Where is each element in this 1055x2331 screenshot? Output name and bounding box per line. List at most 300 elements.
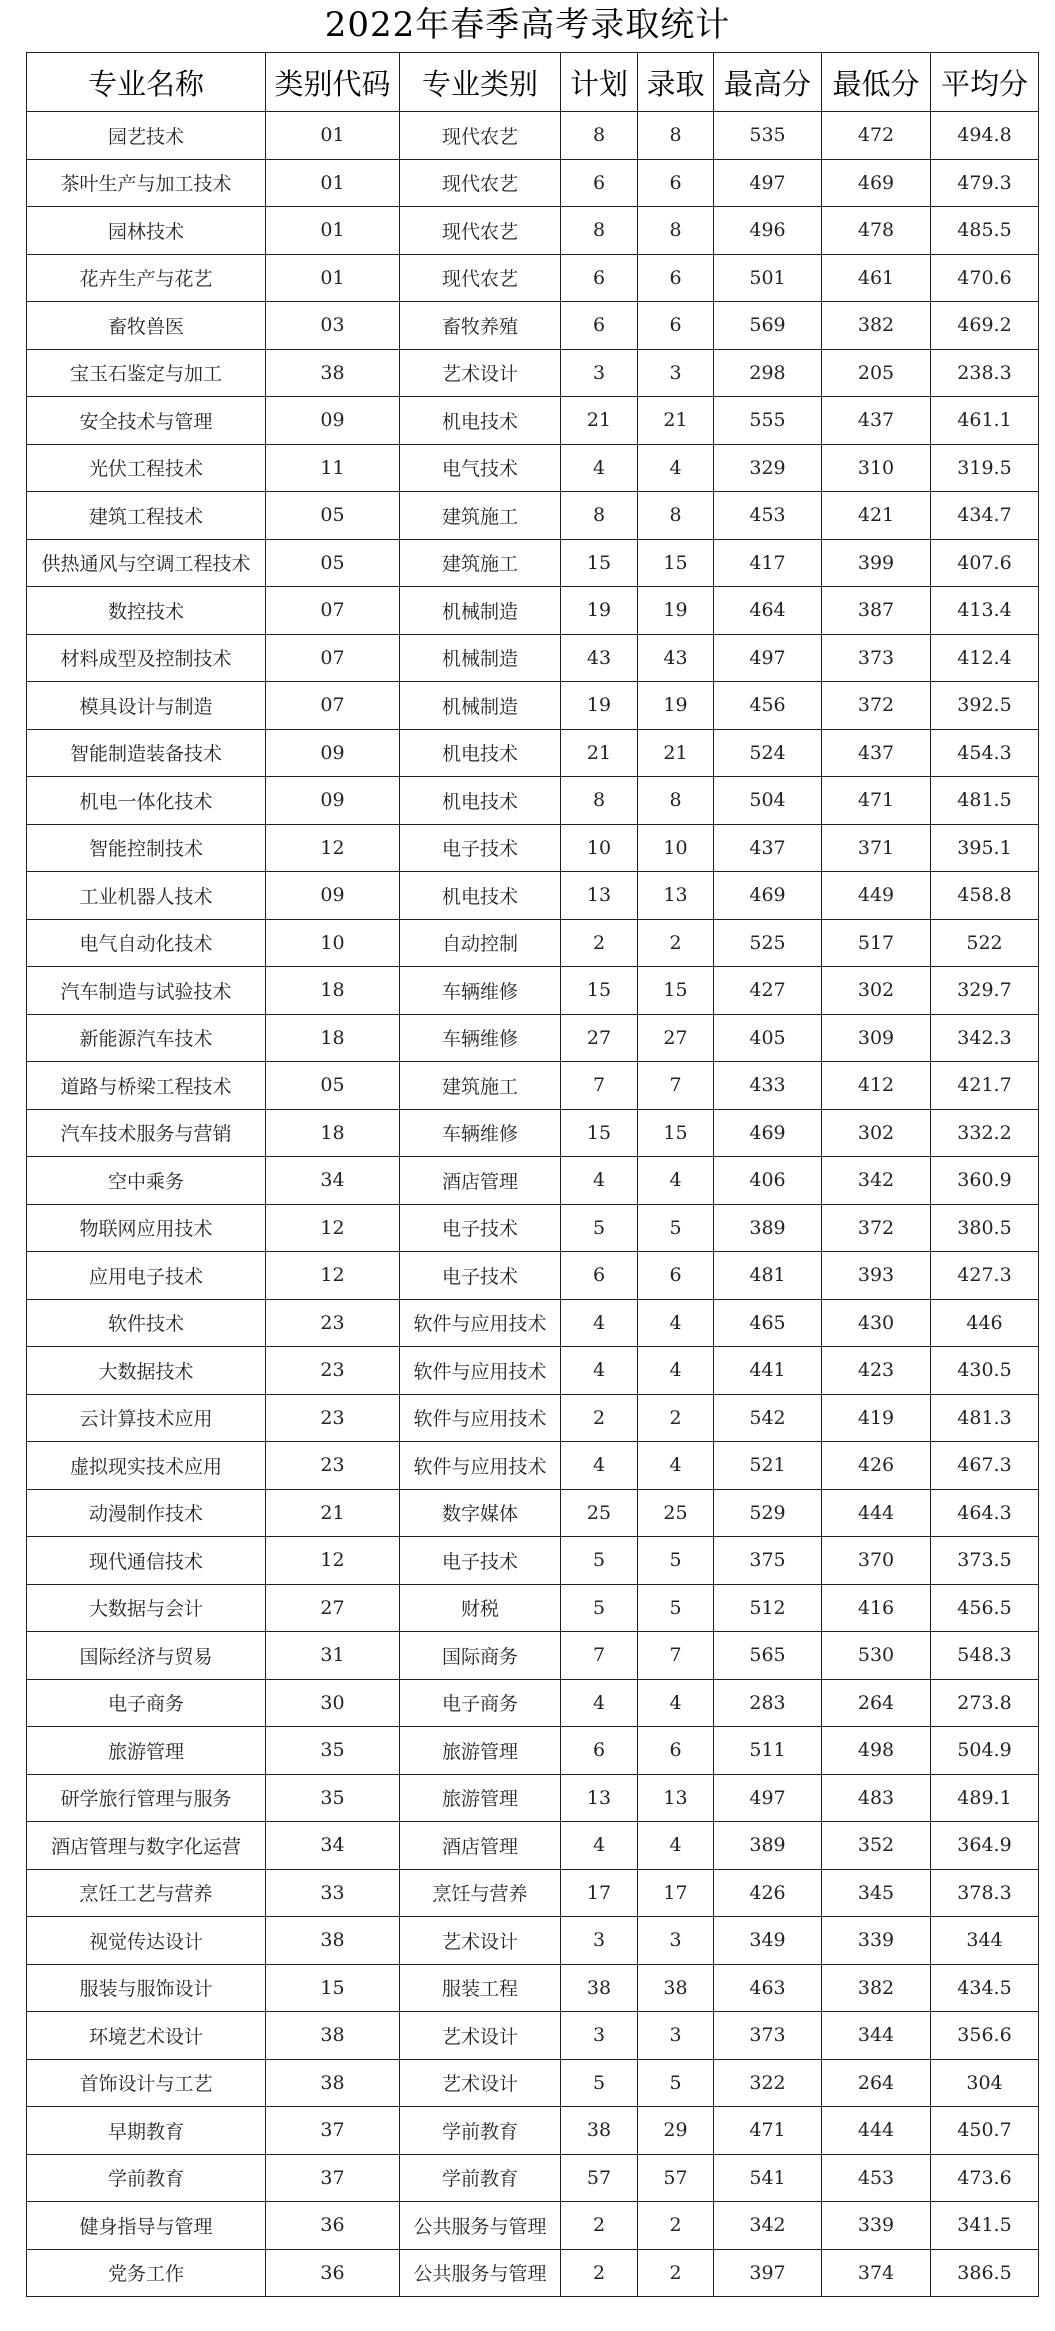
min-score-cell: 345 xyxy=(822,1869,931,1917)
category-code-cell: 34 xyxy=(266,1157,400,1205)
major-category-cell: 公共服务与管理 xyxy=(400,2249,561,2297)
category-code-cell: 23 xyxy=(266,1347,400,1395)
major-category-cell: 机械制造 xyxy=(400,682,561,730)
major-category-cell: 旅游管理 xyxy=(400,1727,561,1775)
plan-cell: 4 xyxy=(561,1822,638,1870)
major-category-cell: 旅游管理 xyxy=(400,1774,561,1822)
plan-cell: 19 xyxy=(561,682,638,730)
table-row xyxy=(27,1964,1039,2012)
table-row xyxy=(27,1822,1039,1870)
header-min-score: 最低分 xyxy=(822,53,931,112)
plan-cell: 19 xyxy=(561,587,638,635)
category-code-cell: 01 xyxy=(266,254,400,302)
admitted-cell: 3 xyxy=(638,1917,714,1965)
admitted-cell: 8 xyxy=(638,492,714,540)
avg-score-cell: 522 xyxy=(931,919,1039,967)
table-body xyxy=(27,112,1039,2297)
table-row xyxy=(27,1632,1039,1680)
admitted-cell: 4 xyxy=(638,1442,714,1490)
min-score-cell: 430 xyxy=(822,1299,931,1347)
major-name-cell: 建筑工程技术 xyxy=(27,492,266,540)
table-row xyxy=(27,444,1039,492)
max-score-cell: 397 xyxy=(714,2249,822,2297)
admitted-cell: 6 xyxy=(638,254,714,302)
max-score-cell: 465 xyxy=(714,1299,822,1347)
plan-cell: 57 xyxy=(561,2154,638,2202)
category-code-cell: 01 xyxy=(266,112,400,160)
avg-score-cell: 469.2 xyxy=(931,302,1039,350)
plan-cell: 8 xyxy=(561,492,638,540)
category-code-cell: 23 xyxy=(266,1299,400,1347)
min-score-cell: 419 xyxy=(822,1394,931,1442)
category-code-cell: 12 xyxy=(266,1537,400,1585)
major-name-cell: 大数据技术 xyxy=(27,1347,266,1395)
category-code-cell: 12 xyxy=(266,1252,400,1300)
table-row xyxy=(27,112,1039,160)
max-score-cell: 417 xyxy=(714,539,822,587)
plan-cell: 15 xyxy=(561,967,638,1015)
major-category-cell: 国际商务 xyxy=(400,1632,561,1680)
admitted-cell: 2 xyxy=(638,1394,714,1442)
plan-cell: 15 xyxy=(561,539,638,587)
table-row xyxy=(27,2107,1039,2155)
max-score-cell: 541 xyxy=(714,2154,822,2202)
max-score-cell: 565 xyxy=(714,1632,822,1680)
admitted-cell: 5 xyxy=(638,1537,714,1585)
max-score-cell: 524 xyxy=(714,729,822,777)
major-category-cell: 电子技术 xyxy=(400,824,561,872)
avg-score-cell: 446 xyxy=(931,1299,1039,1347)
major-name-cell: 电子商务 xyxy=(27,1679,266,1727)
max-score-cell: 406 xyxy=(714,1157,822,1205)
admitted-cell: 4 xyxy=(638,1679,714,1727)
min-score-cell: 412 xyxy=(822,1062,931,1110)
avg-score-cell: 434.5 xyxy=(931,1964,1039,2012)
min-score-cell: 371 xyxy=(822,824,931,872)
admitted-cell: 8 xyxy=(638,207,714,255)
min-score-cell: 339 xyxy=(822,2202,931,2250)
min-score-cell: 264 xyxy=(822,1679,931,1727)
major-name-cell: 软件技术 xyxy=(27,1299,266,1347)
admitted-cell: 27 xyxy=(638,1014,714,1062)
admitted-cell: 8 xyxy=(638,777,714,825)
avg-score-cell: 386.5 xyxy=(931,2249,1039,2297)
major-name-cell: 首饰设计与工艺 xyxy=(27,2059,266,2107)
major-category-cell: 建筑施工 xyxy=(400,1062,561,1110)
major-category-cell: 机电技术 xyxy=(400,777,561,825)
major-name-cell: 材料成型及控制技术 xyxy=(27,634,266,682)
category-code-cell: 35 xyxy=(266,1727,400,1775)
table-row xyxy=(27,2012,1039,2060)
avg-score-cell: 273.8 xyxy=(931,1679,1039,1727)
plan-cell: 2 xyxy=(561,2249,638,2297)
major-name-cell: 新能源汽车技术 xyxy=(27,1014,266,1062)
table-row xyxy=(27,159,1039,207)
table-row xyxy=(27,1347,1039,1395)
max-score-cell: 569 xyxy=(714,302,822,350)
category-code-cell: 03 xyxy=(266,302,400,350)
table-row xyxy=(27,1394,1039,1442)
major-name-cell: 园艺技术 xyxy=(27,112,266,160)
category-code-cell: 37 xyxy=(266,2107,400,2155)
plan-cell: 3 xyxy=(561,349,638,397)
major-category-cell: 财税 xyxy=(400,1584,561,1632)
max-score-cell: 437 xyxy=(714,824,822,872)
major-category-cell: 数字媒体 xyxy=(400,1489,561,1537)
min-score-cell: 302 xyxy=(822,1109,931,1157)
category-code-cell: 15 xyxy=(266,1964,400,2012)
max-score-cell: 464 xyxy=(714,587,822,635)
min-score-cell: 423 xyxy=(822,1347,931,1395)
category-code-cell: 12 xyxy=(266,1204,400,1252)
plan-cell: 6 xyxy=(561,254,638,302)
table-row xyxy=(27,1157,1039,1205)
admitted-cell: 7 xyxy=(638,1632,714,1680)
avg-score-cell: 430.5 xyxy=(931,1347,1039,1395)
major-category-cell: 软件与应用技术 xyxy=(400,1347,561,1395)
plan-cell: 13 xyxy=(561,1774,638,1822)
max-score-cell: 521 xyxy=(714,1442,822,1490)
table-row xyxy=(27,634,1039,682)
header-plan: 计划 xyxy=(561,53,638,112)
max-score-cell: 497 xyxy=(714,1774,822,1822)
admitted-cell: 8 xyxy=(638,112,714,160)
max-score-cell: 426 xyxy=(714,1869,822,1917)
category-code-cell: 31 xyxy=(266,1632,400,1680)
header-max-score: 最高分 xyxy=(714,53,822,112)
major-category-cell: 电气技术 xyxy=(400,444,561,492)
plan-cell: 5 xyxy=(561,1537,638,1585)
major-category-cell: 机械制造 xyxy=(400,634,561,682)
admitted-cell: 6 xyxy=(638,159,714,207)
avg-score-cell: 356.6 xyxy=(931,2012,1039,2060)
major-name-cell: 畜牧兽医 xyxy=(27,302,266,350)
admitted-cell: 7 xyxy=(638,1062,714,1110)
min-score-cell: 205 xyxy=(822,349,931,397)
avg-score-cell: 360.9 xyxy=(931,1157,1039,1205)
admitted-cell: 3 xyxy=(638,349,714,397)
plan-cell: 2 xyxy=(561,1394,638,1442)
table-row xyxy=(27,872,1039,920)
category-code-cell: 27 xyxy=(266,1584,400,1632)
major-name-cell: 大数据与会计 xyxy=(27,1584,266,1632)
plan-cell: 43 xyxy=(561,634,638,682)
major-name-cell: 模具设计与制造 xyxy=(27,682,266,730)
major-category-cell: 学前教育 xyxy=(400,2154,561,2202)
major-category-cell: 车辆维修 xyxy=(400,967,561,1015)
major-name-cell: 现代通信技术 xyxy=(27,1537,266,1585)
table-row xyxy=(27,302,1039,350)
category-code-cell: 07 xyxy=(266,682,400,730)
admitted-cell: 4 xyxy=(638,444,714,492)
major-name-cell: 环境艺术设计 xyxy=(27,2012,266,2060)
category-code-cell: 01 xyxy=(266,207,400,255)
min-score-cell: 372 xyxy=(822,682,931,730)
major-name-cell: 汽车制造与试验技术 xyxy=(27,967,266,1015)
table-row xyxy=(27,1679,1039,1727)
major-category-cell: 机械制造 xyxy=(400,587,561,635)
major-name-cell: 研学旅行管理与服务 xyxy=(27,1774,266,1822)
category-code-cell: 01 xyxy=(266,159,400,207)
min-score-cell: 372 xyxy=(822,1204,931,1252)
table-row xyxy=(27,777,1039,825)
category-code-cell: 35 xyxy=(266,1774,400,1822)
admitted-cell: 19 xyxy=(638,682,714,730)
header-category-code: 类别代码 xyxy=(266,53,400,112)
min-score-cell: 478 xyxy=(822,207,931,255)
major-name-cell: 学前教育 xyxy=(27,2154,266,2202)
category-code-cell: 33 xyxy=(266,1869,400,1917)
avg-score-cell: 319.5 xyxy=(931,444,1039,492)
major-category-cell: 软件与应用技术 xyxy=(400,1394,561,1442)
plan-cell: 8 xyxy=(561,777,638,825)
min-score-cell: 421 xyxy=(822,492,931,540)
table-row xyxy=(27,1917,1039,1965)
min-score-cell: 374 xyxy=(822,2249,931,2297)
admitted-cell: 4 xyxy=(638,1347,714,1395)
table-row xyxy=(27,397,1039,445)
major-category-cell: 酒店管理 xyxy=(400,1157,561,1205)
min-score-cell: 373 xyxy=(822,634,931,682)
avg-score-cell: 481.3 xyxy=(931,1394,1039,1442)
major-category-cell: 公共服务与管理 xyxy=(400,2202,561,2250)
max-score-cell: 497 xyxy=(714,159,822,207)
min-score-cell: 382 xyxy=(822,302,931,350)
min-score-cell: 387 xyxy=(822,587,931,635)
major-category-cell: 电子商务 xyxy=(400,1679,561,1727)
admitted-cell: 21 xyxy=(638,397,714,445)
min-score-cell: 426 xyxy=(822,1442,931,1490)
category-code-cell: 37 xyxy=(266,2154,400,2202)
admitted-cell: 5 xyxy=(638,2059,714,2107)
max-score-cell: 389 xyxy=(714,1822,822,1870)
table-row xyxy=(27,1442,1039,1490)
plan-cell: 27 xyxy=(561,1014,638,1062)
category-code-cell: 09 xyxy=(266,397,400,445)
table-row xyxy=(27,1204,1039,1252)
table-row xyxy=(27,1727,1039,1775)
major-name-cell: 宝玉石鉴定与加工 xyxy=(27,349,266,397)
admitted-cell: 15 xyxy=(638,967,714,1015)
category-code-cell: 38 xyxy=(266,2059,400,2107)
plan-cell: 4 xyxy=(561,1347,638,1395)
avg-score-cell: 380.5 xyxy=(931,1204,1039,1252)
major-name-cell: 健身指导与管理 xyxy=(27,2202,266,2250)
admitted-cell: 13 xyxy=(638,872,714,920)
max-score-cell: 375 xyxy=(714,1537,822,1585)
major-category-cell: 现代农艺 xyxy=(400,112,561,160)
major-name-cell: 茶叶生产与加工技术 xyxy=(27,159,266,207)
max-score-cell: 441 xyxy=(714,1347,822,1395)
major-category-cell: 艺术设计 xyxy=(400,2012,561,2060)
admitted-cell: 6 xyxy=(638,1252,714,1300)
max-score-cell: 481 xyxy=(714,1252,822,1300)
major-name-cell: 动漫制作技术 xyxy=(27,1489,266,1537)
major-category-cell: 机电技术 xyxy=(400,872,561,920)
avg-score-cell: 332.2 xyxy=(931,1109,1039,1157)
category-code-cell: 18 xyxy=(266,1014,400,1062)
plan-cell: 6 xyxy=(561,302,638,350)
min-score-cell: 444 xyxy=(822,2107,931,2155)
major-name-cell: 园林技术 xyxy=(27,207,266,255)
min-score-cell: 416 xyxy=(822,1584,931,1632)
avg-score-cell: 470.6 xyxy=(931,254,1039,302)
max-score-cell: 349 xyxy=(714,1917,822,1965)
min-score-cell: 437 xyxy=(822,729,931,777)
plan-cell: 7 xyxy=(561,1062,638,1110)
plan-cell: 4 xyxy=(561,1442,638,1490)
category-code-cell: 05 xyxy=(266,539,400,587)
category-code-cell: 30 xyxy=(266,1679,400,1727)
plan-cell: 3 xyxy=(561,1917,638,1965)
max-score-cell: 529 xyxy=(714,1489,822,1537)
major-name-cell: 智能控制技术 xyxy=(27,824,266,872)
table-row xyxy=(27,919,1039,967)
major-name-cell: 物联网应用技术 xyxy=(27,1204,266,1252)
max-score-cell: 504 xyxy=(714,777,822,825)
table-row xyxy=(27,2202,1039,2250)
header-major-name: 专业名称 xyxy=(27,53,266,112)
admitted-cell: 25 xyxy=(638,1489,714,1537)
min-score-cell: 472 xyxy=(822,112,931,160)
plan-cell: 38 xyxy=(561,1964,638,2012)
major-name-cell: 智能制造装备技术 xyxy=(27,729,266,777)
admitted-cell: 4 xyxy=(638,1157,714,1205)
avg-score-cell: 407.6 xyxy=(931,539,1039,587)
admission-table xyxy=(26,52,1039,2297)
max-score-cell: 373 xyxy=(714,2012,822,2060)
plan-cell: 10 xyxy=(561,824,638,872)
admitted-cell: 29 xyxy=(638,2107,714,2155)
category-code-cell: 18 xyxy=(266,967,400,1015)
category-code-cell: 07 xyxy=(266,634,400,682)
admitted-cell: 6 xyxy=(638,1727,714,1775)
table-row xyxy=(27,1062,1039,1110)
avg-score-cell: 395.1 xyxy=(931,824,1039,872)
max-score-cell: 283 xyxy=(714,1679,822,1727)
admitted-cell: 17 xyxy=(638,1869,714,1917)
avg-score-cell: 450.7 xyxy=(931,2107,1039,2155)
major-category-cell: 软件与应用技术 xyxy=(400,1442,561,1490)
admitted-cell: 21 xyxy=(638,729,714,777)
min-score-cell: 444 xyxy=(822,1489,931,1537)
header-avg-score: 平均分 xyxy=(931,53,1039,112)
avg-score-cell: 421.7 xyxy=(931,1062,1039,1110)
major-name-cell: 烹饪工艺与营养 xyxy=(27,1869,266,1917)
max-score-cell: 542 xyxy=(714,1394,822,1442)
admitted-cell: 4 xyxy=(638,1822,714,1870)
plan-cell: 8 xyxy=(561,112,638,160)
admitted-cell: 10 xyxy=(638,824,714,872)
major-category-cell: 建筑施工 xyxy=(400,539,561,587)
max-score-cell: 342 xyxy=(714,2202,822,2250)
admitted-cell: 15 xyxy=(638,1109,714,1157)
major-category-cell: 烹饪与营养 xyxy=(400,1869,561,1917)
max-score-cell: 322 xyxy=(714,2059,822,2107)
major-category-cell: 车辆维修 xyxy=(400,1109,561,1157)
header-major-category: 专业类别 xyxy=(400,53,561,112)
avg-score-cell: 481.5 xyxy=(931,777,1039,825)
major-name-cell: 视觉传达设计 xyxy=(27,1917,266,1965)
avg-score-cell: 329.7 xyxy=(931,967,1039,1015)
major-name-cell: 早期教育 xyxy=(27,2107,266,2155)
admitted-cell: 15 xyxy=(638,539,714,587)
max-score-cell: 453 xyxy=(714,492,822,540)
avg-score-cell: 364.9 xyxy=(931,1822,1039,1870)
max-score-cell: 471 xyxy=(714,2107,822,2155)
table-row xyxy=(27,1774,1039,1822)
major-name-cell: 电气自动化技术 xyxy=(27,919,266,967)
major-name-cell: 工业机器人技术 xyxy=(27,872,266,920)
major-category-cell: 电子技术 xyxy=(400,1204,561,1252)
major-name-cell: 空中乘务 xyxy=(27,1157,266,1205)
table-header-row xyxy=(27,53,1039,112)
max-score-cell: 405 xyxy=(714,1014,822,1062)
max-score-cell: 329 xyxy=(714,444,822,492)
table-row xyxy=(27,1489,1039,1537)
avg-score-cell: 454.3 xyxy=(931,729,1039,777)
major-name-cell: 数控技术 xyxy=(27,587,266,635)
avg-score-cell: 461.1 xyxy=(931,397,1039,445)
major-name-cell: 虚拟现实技术应用 xyxy=(27,1442,266,1490)
max-score-cell: 389 xyxy=(714,1204,822,1252)
major-category-cell: 自动控制 xyxy=(400,919,561,967)
max-score-cell: 512 xyxy=(714,1584,822,1632)
major-category-cell: 电子技术 xyxy=(400,1537,561,1585)
avg-score-cell: 373.5 xyxy=(931,1537,1039,1585)
category-code-cell: 23 xyxy=(266,1442,400,1490)
plan-cell: 17 xyxy=(561,1869,638,1917)
category-code-cell: 21 xyxy=(266,1489,400,1537)
major-name-cell: 旅游管理 xyxy=(27,1727,266,1775)
major-name-cell: 道路与桥梁工程技术 xyxy=(27,1062,266,1110)
min-score-cell: 530 xyxy=(822,1632,931,1680)
category-code-cell: 38 xyxy=(266,349,400,397)
category-code-cell: 36 xyxy=(266,2249,400,2297)
table-row xyxy=(27,1869,1039,1917)
max-score-cell: 496 xyxy=(714,207,822,255)
avg-score-cell: 434.7 xyxy=(931,492,1039,540)
admitted-cell: 2 xyxy=(638,919,714,967)
min-score-cell: 461 xyxy=(822,254,931,302)
category-code-cell: 09 xyxy=(266,872,400,920)
table-row xyxy=(27,349,1039,397)
plan-cell: 5 xyxy=(561,2059,638,2107)
table-row xyxy=(27,1584,1039,1632)
plan-cell: 38 xyxy=(561,2107,638,2155)
avg-score-cell: 473.6 xyxy=(931,2154,1039,2202)
avg-score-cell: 489.1 xyxy=(931,1774,1039,1822)
min-score-cell: 449 xyxy=(822,872,931,920)
plan-cell: 13 xyxy=(561,872,638,920)
table-row xyxy=(27,967,1039,1015)
major-category-cell: 软件与应用技术 xyxy=(400,1299,561,1347)
max-score-cell: 298 xyxy=(714,349,822,397)
plan-cell: 3 xyxy=(561,2012,638,2060)
major-name-cell: 机电一体化技术 xyxy=(27,777,266,825)
major-name-cell: 党务工作 xyxy=(27,2249,266,2297)
avg-score-cell: 342.3 xyxy=(931,1014,1039,1062)
major-category-cell: 服装工程 xyxy=(400,1964,561,2012)
category-code-cell: 05 xyxy=(266,1062,400,1110)
category-code-cell: 05 xyxy=(266,492,400,540)
plan-cell: 7 xyxy=(561,1632,638,1680)
table-row xyxy=(27,2249,1039,2297)
category-code-cell: 23 xyxy=(266,1394,400,1442)
table-row xyxy=(27,207,1039,255)
min-score-cell: 309 xyxy=(822,1014,931,1062)
max-score-cell: 427 xyxy=(714,967,822,1015)
